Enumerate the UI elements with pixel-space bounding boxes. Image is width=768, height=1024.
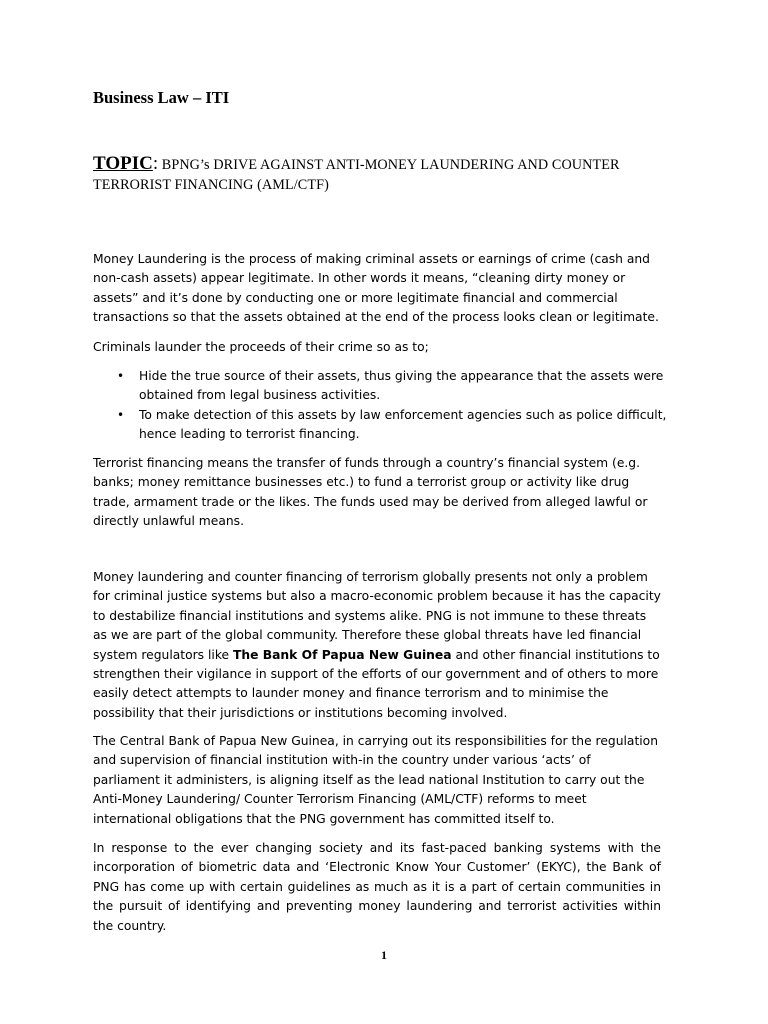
topic-text: BPNG’s DRIVE AGAINST ANTI-MONEY LAUNDERING AND COUNTER TERRORIST FINANCING (AML/CTF) bbox=[93, 157, 620, 193]
bank-name-bold: The Bank Of Papua New Guinea bbox=[232, 647, 452, 662]
paragraph-global-problem bbox=[93, 568, 661, 723]
document-title: Business Law – ITI bbox=[93, 88, 230, 107]
paragraph-ekyc-response: In response to the ever changing society and its fast-paced banking systems with the incorporation of biometric data and ‘Electronic Know Your Customer’ (EKYC), the Bank of PNG has come up with certain guidelines as much as it is a part of certain communities in the pursuit of identifying and preventing money laundering and terrorist activities within the country. bbox=[93, 841, 661, 933]
paragraph-criminals-launder: Criminals launder the proceeds of their crime so as to; bbox=[93, 340, 429, 354]
topic-label: TOPIC bbox=[93, 153, 153, 174]
bullet-icon: • bbox=[117, 369, 125, 383]
list-item-text: To make detection of this assets by law enforcement agencies such as police difficult, hence leading to terrorist financing. bbox=[139, 407, 667, 442]
bullet-icon: • bbox=[117, 407, 125, 422]
topic-heading bbox=[93, 154, 693, 195]
paragraph-money-laundering-definition: Money Laundering is the process of making criminal assets or earnings of crime (cash and non-cash assets) appear legitimate. In other words it means, “cleaning dirty money or assets” and it’s done by conducting one or more legitimate financial and commercial transactions so that the assets obtained at the end of the process looks clean or legitimate. bbox=[93, 252, 659, 325]
list-item bbox=[93, 367, 683, 406]
topic-colon: : bbox=[152, 153, 159, 174]
paragraph-central-bank: The Central Bank of Papua New Guinea, in carrying out its responsibilities for the regulation and supervision of financial institution with-in the country under various ‘acts’ of parliament it administers, is aligning itself as the lead national Institution to carry out the Anti-Money Laundering/ Counter Terrorism Financing (AML/CTF) reforms to meet international obligations that the PNG government has committed itself to. bbox=[93, 734, 658, 826]
page-number: 1 bbox=[381, 948, 387, 962]
list-item bbox=[93, 406, 683, 445]
paragraph-text: Money laundering and counter financing of terrorism globally presents not only a problem for criminal justice systems but also a macro-economic problem because it has the capacity to destabilize financial institutions and systems alike. PNG is not immune to these threats as we are part of the global community. Therefore these global threats have led financial system regulators like bbox=[93, 570, 661, 662]
paragraph-terrorist-financing: Terrorist financing means the transfer of funds through a country’s financial system (e.g. banks; money remittance businesses etc.) to fund a terrorist group or activity like drug trade, armament trade or the likes. The funds used may be derived from alleged lawful or directly unlawful means. bbox=[93, 456, 648, 529]
paragraph-text: and other financial institutions to strengthen their vigilance in support of the efforts of our government and of others to more easily detect attempts to launder money and finance terrorism and to minimise the possibility that their jurisdictions or institutions becoming involved. bbox=[93, 647, 660, 720]
bullet-list bbox=[93, 367, 683, 445]
list-item-text: Hide the true source of their assets, thus giving the appearance that the assets were obtained from legal business activities. bbox=[139, 369, 664, 403]
